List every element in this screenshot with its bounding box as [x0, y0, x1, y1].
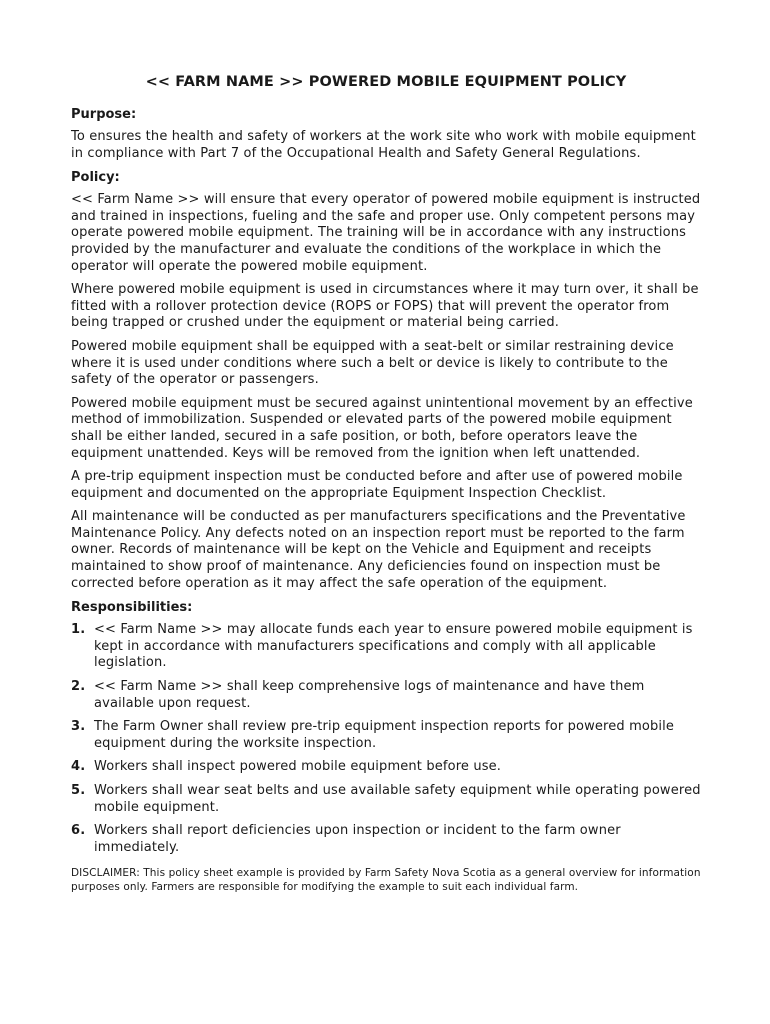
list-item: [71, 823, 701, 856]
purpose-text: To ensures the health and safety of workers at the work site who work with mobile equipment in compliance with Part 7 of the Occupational Health and Safety General Regulations.: [71, 129, 696, 161]
document-title: << FARM NAME >> POWERED MOBILE EQUIPMENT POLICY: [145, 74, 627, 90]
list-text: << Farm Name >> shall keep comprehensive logs of maintenance and have them available upon request.: [94, 679, 645, 711]
list-number: 1.: [71, 622, 86, 638]
list-item: [71, 759, 701, 776]
policy-paragraph: All maintenance will be conducted as per manufacturers specifications and the Preventative Maintenance Policy. Any defects noted on an inspection report must be reported to the farm owner. Records of maintenance will be kept on the Vehicle and Equipment and receipts maintained to show proof of maintenance. Any deficiencies found on inspection must be corrected before operation as it may affect the safe operation of the equipment.: [71, 509, 686, 591]
list-number: 4.: [71, 759, 86, 775]
list-number: 5.: [71, 783, 86, 798]
list-item: [71, 679, 701, 712]
list-text: The Farm Owner shall review pre-trip equipment inspection reports for powered mobile equipment during the worksite inspection.: [94, 719, 675, 751]
list-text: Workers shall report deficiencies upon inspection or incident to the farm owner immediately.: [94, 823, 621, 855]
list-text: Workers shall wear seat belts and use available safety equipment while operating powered mobile equipment.: [94, 783, 701, 815]
policy-document: [71, 72, 701, 894]
purpose-heading: Purpose:: [71, 107, 137, 122]
list-item: [71, 783, 701, 816]
responsibilities-list: [71, 622, 701, 856]
policy-paragraph: << Farm Name >> will ensure that every operator of powered mobile equipment is instructed and trained in inspections, fueling and the safe and proper use. Only competent persons may operate powered mobile equipment. The training will be in accordance with any instructions provided by the manufacturer and evaluate the conditions of the workplace in which the operator will operate the powered mobile equipment.: [71, 192, 701, 274]
policy-paragraph: Where powered mobile equipment is used in circumstances where it may turn over, it shall be fitted with a rollover protection device (ROPS or FOPS) that will prevent the operator from being trapped or crushed under the equipment or material being carried.: [71, 282, 699, 331]
list-number: 6.: [71, 823, 86, 839]
list-number: 2.: [71, 679, 86, 695]
policy-heading: Policy:: [71, 170, 120, 186]
list-text: Workers shall inspect powered mobile equipment before use.: [94, 759, 502, 775]
list-item: [71, 719, 701, 752]
list-text: << Farm Name >> may allocate funds each year to ensure powered mobile equipment is kept in accordance with manufacturers specifications and comply with all applicable legislation.: [94, 622, 693, 671]
responsibilities-heading: Responsibilities:: [71, 600, 193, 616]
list-number: 3.: [71, 719, 86, 735]
list-item: [71, 622, 701, 672]
policy-paragraph: Powered mobile equipment shall be equipped with a seat-belt or similar restraining device where it is used under conditions where such a belt or device is likely to contribute to the safety of the operator or passengers.: [71, 338, 674, 388]
disclaimer-text: DISCLAIMER: This policy sheet example is provided by Farm Safety Nova Scotia as a general overview for information purposes only. Farmers are responsible for modifying the example to suit each individual farm.: [71, 867, 701, 894]
policy-paragraph: A pre-trip equipment inspection must be conducted before and after use of powered mobile equipment and documented on the appropriate Equipment Inspection Checklist.: [71, 469, 683, 501]
policy-paragraph: Powered mobile equipment must be secured against unintentional movement by an effective method of immobilization. Suspended or elevated parts of the powered mobile equipment shall be either landed, secured in a safe position, or both, before operators leave the equipment unattended. Keys will be removed from the ignition when left unattended.: [71, 395, 693, 461]
